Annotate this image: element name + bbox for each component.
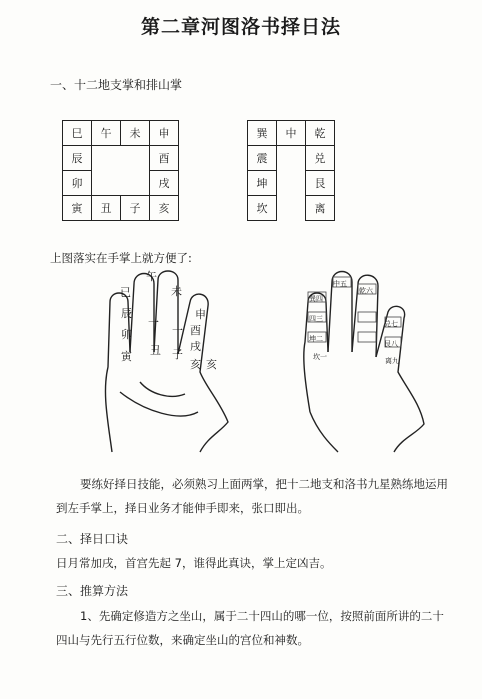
branch-cell: 寅 (63, 196, 92, 221)
palm-label: 一 (172, 324, 183, 337)
trigram-cell: 中 (277, 121, 306, 146)
branch-cell: 戌 (150, 171, 179, 196)
trigram-cell: 坎 (248, 196, 277, 221)
branch-cell: 未 (121, 121, 150, 146)
palm-label: 亥 (206, 358, 217, 371)
palm-label: 离九 (385, 357, 399, 365)
branch-cell: 申 (150, 121, 179, 146)
palm-label: 乾六 (359, 287, 373, 295)
left-hand-illustration (90, 262, 240, 462)
section3-heading: 三、推算方法 (56, 584, 129, 598)
branch-cell: 巳 (63, 121, 92, 146)
palm-label: 酉 (190, 324, 201, 337)
trigram-cell: 乾 (306, 121, 335, 146)
trigram-cell: 震 (248, 146, 277, 171)
branch-palm-grid (62, 120, 179, 221)
branch-cell: 午 (92, 121, 121, 146)
palm-label: 兑七 (384, 320, 398, 328)
trigram-cell: 巽 (248, 121, 277, 146)
palm-label: 子 (172, 348, 183, 361)
branch-cell: 丑 (92, 196, 121, 221)
paragraph-1-line-2: 到左手掌上，择日业务才能伸手即来，张口即出。 (56, 501, 309, 515)
palm-label: 坤二 (309, 335, 323, 343)
hand-intro: 上图落实在手掌上就方便了: (50, 251, 192, 265)
branch-cell: 卯 (63, 171, 92, 196)
palm-label: 艮八 (384, 340, 398, 348)
verse: 日月常加戌，首宫先起 7，谁得此真诀，掌上定凶吉。 (56, 556, 332, 570)
paragraph-2-line-1: 1、先确定修造方之坐山，属于二十四山的哪一位，按照前面所讲的二十 (80, 609, 444, 623)
paragraph-2-line-2: 四山与先行五行位数，来确定坐山的宫位和神数。 (56, 633, 309, 647)
palm-label: 丑 (150, 344, 161, 357)
trigram-cell: 艮 (306, 171, 335, 196)
branch-cell: 亥 (150, 196, 179, 221)
palm-label: 寅 (121, 350, 132, 363)
trigram-cell: 离 (306, 196, 335, 221)
palm-label: 巽四 (309, 295, 323, 303)
palm-label: 卯 (121, 328, 132, 341)
palm-label: 已 (120, 286, 131, 299)
section2-heading: 二、择日口诀 (56, 532, 129, 546)
palm-label: 午 (146, 270, 157, 283)
branch-cell: 子 (121, 196, 150, 221)
trigram-cell: 坤 (248, 171, 277, 196)
paragraph-1-line-1: 要练好择日技能，必须熟习上面两掌，把十二地支和洛书九星熟练地运用 (80, 477, 448, 491)
branch-cell: 酉 (150, 146, 179, 171)
palm-label: 中五 (333, 280, 347, 288)
palm-label: 一 (148, 316, 159, 329)
palm-label: 坎一 (313, 353, 327, 361)
trigram-palm-grid (247, 120, 335, 221)
section1-heading: 一、十二地支掌和排山掌 (50, 78, 183, 92)
palm-label: 亥 (190, 358, 201, 371)
branch-cell: 辰 (63, 146, 92, 171)
trigram-cell: 兑 (306, 146, 335, 171)
palm-label: 戌 (190, 340, 201, 353)
palm-label: 四三 (309, 315, 323, 323)
page-title: 第二章河图洛书择日法 (140, 16, 341, 38)
palm-label: 辰 (121, 307, 132, 320)
palm-label: 申 (195, 308, 206, 321)
palm-label: 未 (171, 285, 182, 298)
